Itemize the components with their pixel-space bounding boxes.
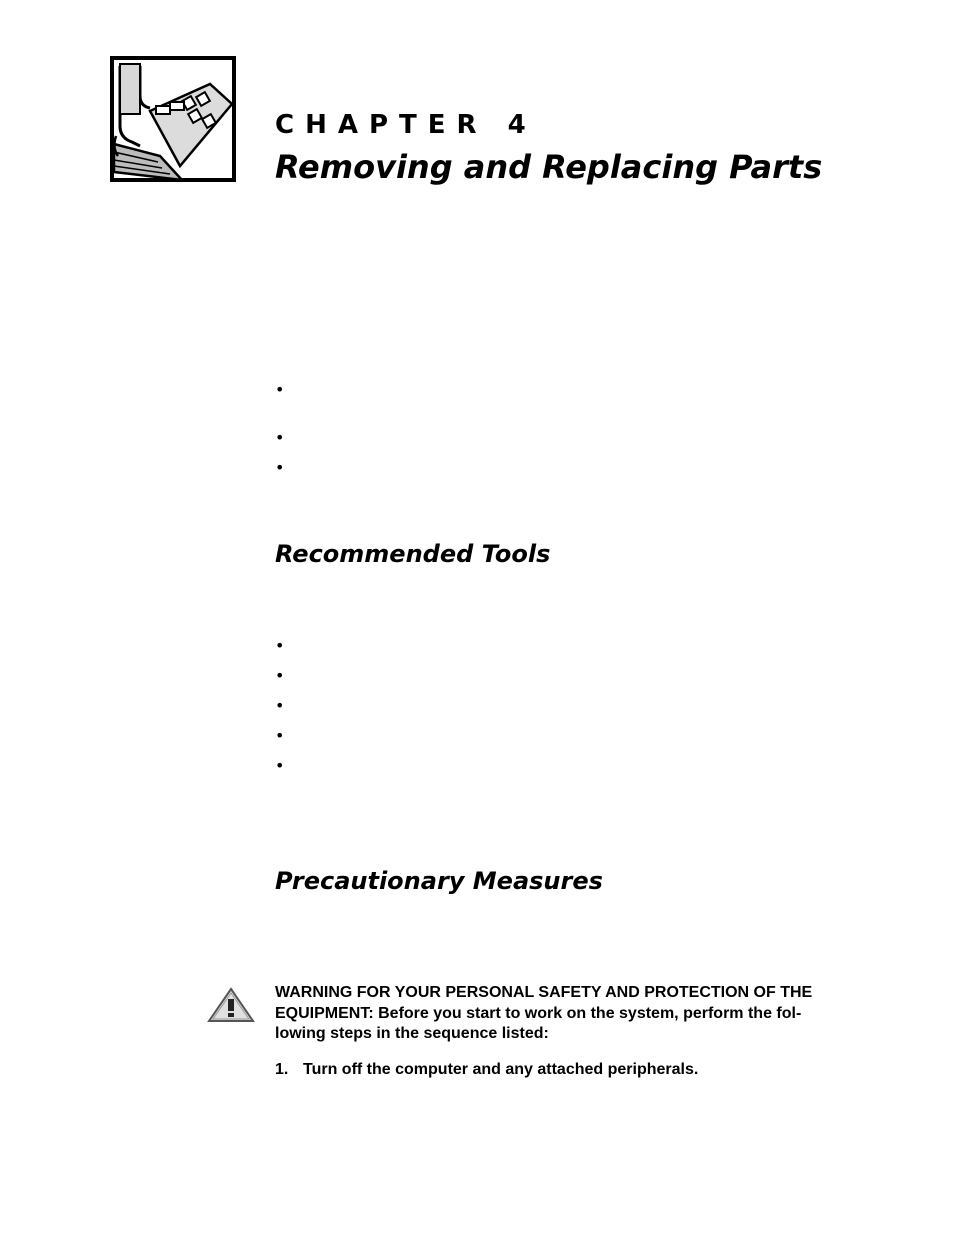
- tools-bullet: •: [275, 636, 285, 655]
- section-heading-recommended-tools: Recommended Tools: [275, 540, 551, 568]
- tools-bullet: •: [275, 696, 285, 715]
- chapter-label: CHAPTER 4: [275, 110, 537, 140]
- step-item: [275, 1059, 698, 1081]
- warning-line: EQUIPMENT: Before you start to work on the system, perform the fol-: [275, 1004, 802, 1022]
- intro-bullet: •: [275, 380, 285, 399]
- tools-bullet: •: [275, 756, 285, 775]
- warning-text: [275, 983, 885, 1045]
- warning-triangle-icon: [207, 987, 255, 1023]
- tools-bullet: •: [275, 726, 285, 745]
- warning-line: lowing steps in the sequence listed:: [275, 1025, 549, 1042]
- chapter-title: Removing and Replacing Parts: [275, 148, 823, 186]
- step-text: Turn off the computer and any attached peripherals.: [303, 1061, 699, 1078]
- intro-bullet: •: [275, 428, 285, 447]
- intro-bullet: •: [275, 458, 285, 477]
- computer-book-icon: [110, 56, 236, 182]
- step-number: 1.: [275, 1061, 289, 1078]
- tools-bullet: •: [275, 666, 285, 685]
- warning-line: WARNING FOR YOUR PERSONAL SAFETY AND PROTECTION OF THE: [275, 984, 813, 1001]
- section-heading-precautionary-measures: Precautionary Measures: [275, 867, 603, 895]
